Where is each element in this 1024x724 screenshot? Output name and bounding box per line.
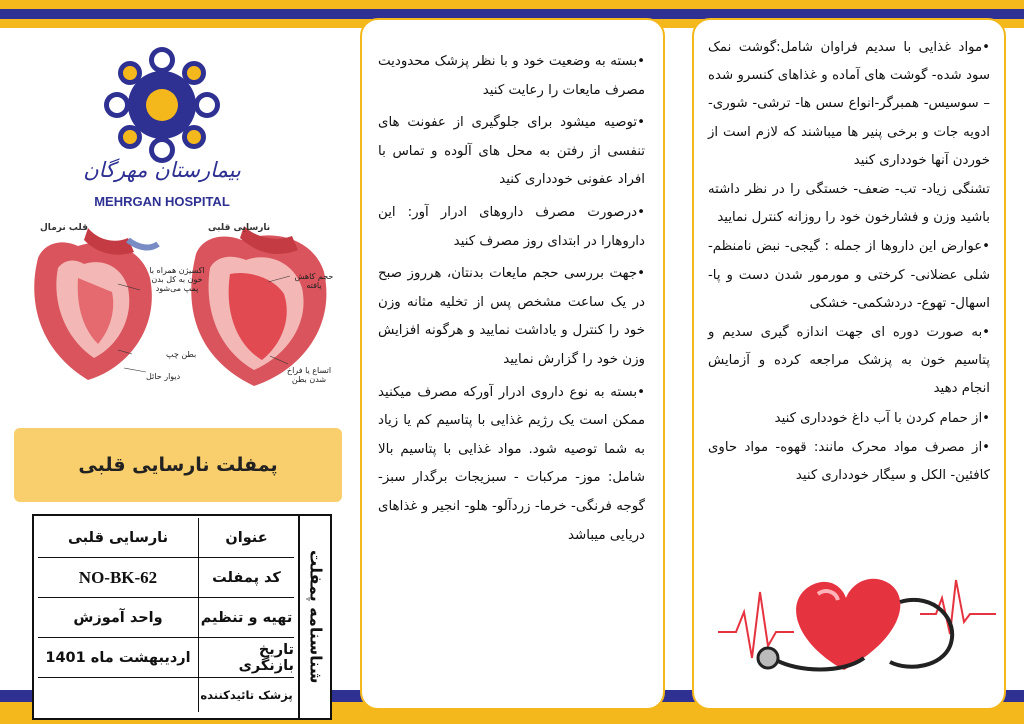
id-card-rows: [38, 518, 294, 712]
id-label: عنوان: [198, 518, 294, 557]
care-tip: •بسته به وضعیت خود و با نظر پزشک محدودیت مصرف مایعات را رعایت کنید: [378, 54, 645, 98]
care-tip: •از مصرف مواد محرک مانند: قهوه- مواد حاوی کافئین- الکل و سیگار خودداری کنید: [708, 439, 990, 484]
id-row-code: [38, 558, 294, 598]
dilation-label: اتساع یا فراخ شدن بطن: [286, 366, 332, 384]
care-tip: •توصیه میشود برای جلوگیری از عفونت های تنفسی از رفتن به محل های آلوده و تماس با افراد عفونی خودداری کنید: [378, 115, 645, 188]
failing-heart-title: نارسایی قلبی: [208, 223, 271, 233]
care-tip: •مواد غذایی با سدیم فراوان شامل:گوشت نمک سود شده- گوشت های آماده و غذاهای کنسرو شده – سوسیس- همبرگر-انواع سس ها- ترشی- شوری- ادویه جات و برخی پنیر ها میباشند که لازم است از خوردن آنها خودداری کنید: [708, 40, 990, 168]
ecg-line-icon: [718, 592, 794, 658]
id-row-revision: [38, 638, 294, 678]
id-label: کد پمفلت: [198, 558, 294, 597]
hospital-name-en: MEHRGAN HOSPITAL: [94, 194, 230, 209]
id-value: [38, 678, 198, 712]
id-value: نارسایی قلبی: [67, 529, 169, 546]
id-value: واحد آموزش: [73, 609, 163, 626]
left-ventricle-label: بطن چپ: [166, 350, 197, 359]
heart-icon: [796, 579, 900, 670]
id-row-author: [38, 598, 294, 638]
ecg-line-icon: [920, 580, 996, 634]
id-label: پزشک تائیدکننده: [198, 678, 294, 712]
care-tip: •از حمام کردن با آب داغ خودداری کنید: [774, 410, 990, 426]
id-value: اردیبهشت ماه 1401: [45, 649, 191, 666]
id-row-physician: [38, 678, 294, 712]
wall-label: دیوار حائل: [146, 372, 181, 381]
brochure-title: پمفلت نارسایی قلبی: [14, 428, 342, 502]
care-tip: •عوارض این داروها از جمله : گیجی- نبض نامنظم- شلی عضلانی- کرختی و مورمور شدن دست و پا- اسهال- تهوع- دردشکمی- خشکی: [708, 239, 990, 311]
hospital-name-fa: بیمارستان مهرگان: [83, 158, 241, 182]
failing-heart-icon: [191, 223, 326, 386]
id-label: تهیه و تنظیم: [198, 598, 294, 637]
pamphlet-id-card: [32, 514, 332, 720]
normal-heart-icon: [34, 228, 158, 380]
care-tip: •جهت بررسی حجم مایعات بدنتان، هرروز صبح در یک ساعت مشخص پس از تخلیه مثانه وزن خود را کنترل و یاداشت نمایید و هرگونه افزایش وزن خود را گزارش نمایید: [378, 266, 645, 367]
middle-panel: [360, 18, 665, 710]
id-card-heading-text: شناسنامه پمفلت: [306, 550, 326, 684]
care-tip: •بسته به نوع داروی ادرار آورکه مصرف میکنید ممکن است یک رژیم غذایی با پتاسیم کم یا زیاد به شما توصیه شود. مواد غذایی با پتاسیم بالا شامل: موز- مرکبات - سبزیجات برگدار سبز- گوجه فرنگی- خرما- زردآلو- هلو- انجیر و غذاهای دریایی میباشد: [378, 384, 645, 543]
id-label: تاریخ بازنگری: [198, 638, 294, 677]
hospital-logo: [103, 46, 221, 164]
heart-stethoscope-image: [714, 562, 1000, 684]
oxygen-label: اکسیژن همراه با خون به کل بدن پمپ می‌شود: [149, 266, 205, 293]
care-tip: تشنگی زیاد- تب- ضعف- خستگی را در نظر داشته باشید وزن و فشارخون خود را روزانه کنترل نمایید: [708, 182, 990, 226]
care-tip: •درصورت مصرف داروهای ادرار آور: این داروهارا در ابتدای روز مصرف کنید: [378, 204, 645, 249]
id-value: NO-BK-62: [78, 567, 158, 587]
reduced-volume-label: حجم کاهش یافته: [294, 272, 334, 290]
normal-heart-title: قلب نرمال: [40, 223, 88, 233]
id-row-title: [38, 518, 294, 558]
id-card-heading: [298, 516, 332, 718]
care-tip: •به صورت دوره ای جهت اندازه گیری سدیم و پتاسیم خون به پزشک مراجعه کرده و آزمایش انجام دهید: [708, 325, 990, 397]
